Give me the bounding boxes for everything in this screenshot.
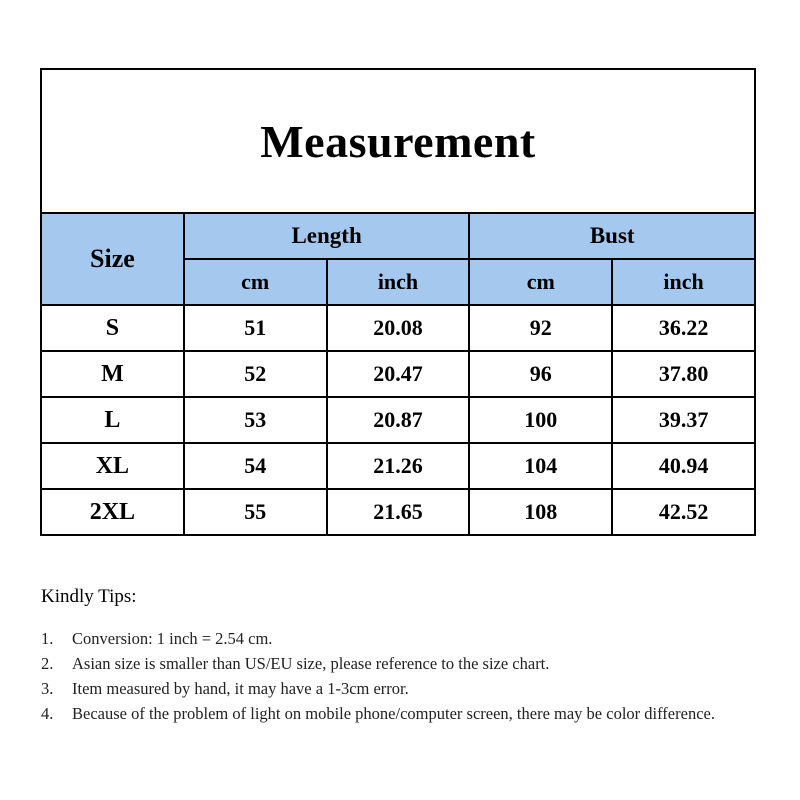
length-cm-cell: 51 bbox=[184, 305, 327, 351]
list-item bbox=[41, 676, 761, 701]
bust-inch-cell: 40.94 bbox=[612, 443, 755, 489]
tip-text: Asian size is smaller than US/EU size, please reference to the size chart. bbox=[72, 654, 550, 673]
tip-text: Item measured by hand, it may have a 1-3cm error. bbox=[72, 679, 409, 698]
size-cell: S bbox=[41, 305, 184, 351]
length-inch-cell: 20.08 bbox=[327, 305, 470, 351]
list-item bbox=[41, 701, 761, 726]
length-cm-cell: 53 bbox=[184, 397, 327, 443]
tip-number: 2. bbox=[41, 654, 54, 673]
tip-number: 1. bbox=[41, 629, 54, 648]
kindly-tips-section bbox=[41, 586, 761, 726]
tip-text: Conversion: 1 inch = 2.54 cm. bbox=[72, 629, 273, 648]
length-inch-cell: 20.87 bbox=[327, 397, 470, 443]
bust-inch-header: inch bbox=[612, 259, 755, 305]
length-inch-cell: 20.47 bbox=[327, 351, 470, 397]
length-inch-cell: 21.26 bbox=[327, 443, 470, 489]
bust-inch-cell: 39.37 bbox=[612, 397, 755, 443]
size-cell: 2XL bbox=[41, 489, 184, 535]
length-inch-cell: 21.65 bbox=[327, 489, 470, 535]
length-cm-cell: 54 bbox=[184, 443, 327, 489]
tip-number: 4. bbox=[41, 704, 54, 723]
tips-list bbox=[41, 626, 761, 726]
size-cell: L bbox=[41, 397, 184, 443]
group-header-row bbox=[41, 213, 755, 259]
bust-cm-cell: 108 bbox=[469, 489, 612, 535]
bust-cm-cell: 96 bbox=[469, 351, 612, 397]
list-item bbox=[41, 651, 761, 676]
length-cm-cell: 52 bbox=[184, 351, 327, 397]
table-row bbox=[41, 489, 755, 535]
length-cm-cell: 55 bbox=[184, 489, 327, 535]
tips-heading: Kindly Tips: bbox=[41, 586, 137, 607]
bust-cm-cell: 104 bbox=[469, 443, 612, 489]
bust-cm-cell: 92 bbox=[469, 305, 612, 351]
bust-inch-cell: 36.22 bbox=[612, 305, 755, 351]
tip-number: 3. bbox=[41, 679, 54, 698]
table-row bbox=[41, 443, 755, 489]
tip-text: Because of the problem of light on mobile phone/computer screen, there may be color difference. bbox=[72, 704, 715, 723]
size-cell: M bbox=[41, 351, 184, 397]
length-group-header: Length bbox=[184, 213, 470, 259]
size-cell: XL bbox=[41, 443, 184, 489]
size-column-header: Size bbox=[41, 213, 184, 305]
bust-cm-header: cm bbox=[469, 259, 612, 305]
table-row bbox=[41, 397, 755, 443]
bust-cm-cell: 100 bbox=[469, 397, 612, 443]
length-cm-header: cm bbox=[184, 259, 327, 305]
title-row bbox=[41, 69, 755, 213]
table-title: Measurement bbox=[41, 69, 755, 213]
table-row bbox=[41, 351, 755, 397]
table-row bbox=[41, 305, 755, 351]
list-item bbox=[41, 626, 761, 651]
bust-inch-cell: 37.80 bbox=[612, 351, 755, 397]
length-inch-header: inch bbox=[327, 259, 470, 305]
bust-group-header: Bust bbox=[469, 213, 755, 259]
bust-inch-cell: 42.52 bbox=[612, 489, 755, 535]
size-chart-table bbox=[40, 68, 756, 536]
